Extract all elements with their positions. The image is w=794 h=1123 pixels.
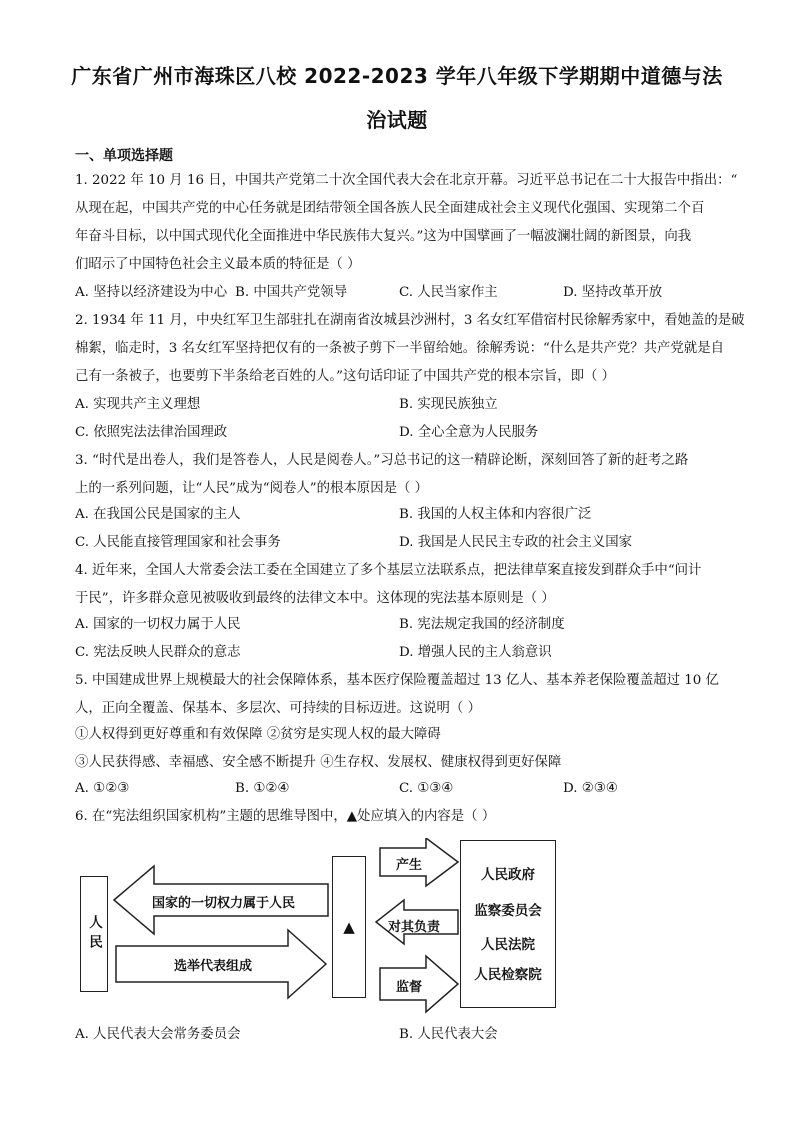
state-organs-box xyxy=(460,840,556,1008)
question-2-line: 2. 1934 年 11 月，中央红军卫生部驻扎在湖南省汝城县沙洲村，3 名女红军借宿村民徐解秀家中，看她盖的是破 xyxy=(75,313,745,328)
q5-option-d[interactable]: D. ②③④ xyxy=(563,781,618,796)
arrow-power-label: 国家的一切权力属于人民 xyxy=(152,896,296,911)
q2-option-a[interactable]: A. 实现共产主义理想 xyxy=(75,397,201,412)
q3-option-c[interactable]: C. 人民能直接管理国家和社会事务 xyxy=(75,535,281,550)
exam-title-line1: 广东省广州市海珠区八校 2022-2023 学年八年级下学期期中道德与法 xyxy=(71,64,723,88)
org-court: 人民法院 xyxy=(481,937,535,953)
question-4-line: 4. 近年来，全国人大常委会法工委在全国建立了多个基层立法联系点，把法律草案直接发到群众手中“问计 xyxy=(75,563,702,578)
q6-option-a[interactable]: A. 人民代表大会常务委员会 xyxy=(75,1027,241,1042)
blank-triangle-marker: ▲ xyxy=(343,918,355,936)
question-6-line: 6. 在“宪法组织国家机构”主题的思维导图中，▲处应填入的内容是（ ） xyxy=(75,809,496,824)
q1-option-c[interactable]: C. 人民当家作主 xyxy=(399,285,498,300)
responsible-label: 对其负责 xyxy=(388,920,441,935)
question-1-line: 1. 2022 年 10 月 16 日，中国共产党第二十次全国代表大会在北京开幕。习近平总书记在二十大报告中指出：“ xyxy=(75,173,738,188)
question-1-line: 从现在起，中国共产党的中心任务就是团结带领全国各族人民全面建成社会主义现代化强国、实现第二个百 xyxy=(75,201,705,216)
q3-option-a[interactable]: A. 在我国公民是国家的主人 xyxy=(75,507,241,522)
question-4-line: 于民”，许多群众意见被吸收到最终的法律文本中。这体现的宪法基本原则是（ ） xyxy=(75,591,555,606)
q2-option-c[interactable]: C. 依照宪法法律治国理政 xyxy=(75,425,228,440)
org-government: 人民政府 xyxy=(481,867,535,883)
q1-option-d[interactable]: D. 坚持改革开放 xyxy=(563,285,663,300)
question-3-line: 上的一系列问题，让“人民”成为“阅卷人”的根本原因是（ ） xyxy=(75,481,429,496)
people-label: 人民 xyxy=(86,914,102,954)
question-1-line: 们昭示了中国特色社会主义最本质的特征是（ ） xyxy=(75,257,361,272)
q6-option-b[interactable]: B. 人民代表大会 xyxy=(399,1027,498,1042)
question-1-line: 年奋斗目标，以中国式现代化全面推进中华民族伟大复兴。”这为中国擘画了一幅波澜壮阔的新图景，向我 xyxy=(75,229,692,244)
q5-option-c[interactable]: C. ①③④ xyxy=(399,781,454,796)
q5-option-b[interactable]: B. ①②④ xyxy=(235,781,290,796)
q4-option-a[interactable]: A. 国家的一切权力属于人民 xyxy=(75,617,241,632)
produce-label: 产生 xyxy=(396,858,423,873)
q2-option-d[interactable]: D. 全心全意为人民服务 xyxy=(399,425,539,440)
q1-option-b[interactable]: B. 中国共产党领导 xyxy=(235,285,348,300)
q3-option-b[interactable]: B. 我国的人权主体和内容很广泛 xyxy=(399,507,592,522)
q4-option-d[interactable]: D. 增强人民的主人翁意识 xyxy=(399,645,552,660)
q2-option-b[interactable]: B. 实现民族独立 xyxy=(399,397,498,412)
q4-option-c[interactable]: C. 宪法反映人民群众的意志 xyxy=(75,645,241,660)
question-5-line: 5. 中国建成世界上规模最大的社会保障体系，基本医疗保险覆盖超过 13 亿人、基本养老保险覆盖超过 10 亿 xyxy=(75,673,719,688)
q4-option-b[interactable]: B. 宪法规定我国的经济制度 xyxy=(399,617,565,632)
question-2-line: 棉絮，临走时，3 名女红军坚持把仅有的一条被子剪下一半留给她。徐解秀说：“什么是共产党？共产党就是自 xyxy=(75,341,724,356)
blank-center-box xyxy=(332,856,366,998)
q1-option-a[interactable]: A. 坚持以经济建设为中心 xyxy=(75,285,228,300)
org-procuratorate: 人民检察院 xyxy=(474,967,542,983)
question-5-line: ③人民获得感、幸福感、安全感不断提升 ④生存权、发展权、健康权得到更好保障 xyxy=(75,755,562,770)
question-5-line: 人，正向全覆盖、保基本、多层次、可持续的目标迈进。这说明（ ） xyxy=(75,701,481,716)
question-2-line: 己有一条被子，也要剪下半条给老百姓的人。”这句话印证了中国共产党的根本宗旨，即（ ） xyxy=(75,369,616,384)
question-3-line: 3. “时代是出卷人，我们是答卷人，人民是阅卷人。”习总书记的这一精辟论断，深刻回答了新的赶考之路 xyxy=(75,453,689,468)
section-heading: 一、单项选择题 xyxy=(75,148,173,164)
q5-option-a[interactable]: A. ①②③ xyxy=(75,781,130,796)
question-5-line: ①人权得到更好尊重和有效保障 ②贫穷是实现人权的最大障碍 xyxy=(75,727,441,742)
exam-title-line2: 治试题 xyxy=(366,108,428,132)
q3-option-d[interactable]: D. 我国是人民民主专政的社会主义国家 xyxy=(399,535,633,550)
arrow-elect-label: 选举代表组成 xyxy=(174,959,253,974)
people-box xyxy=(80,876,108,992)
supervise-label: 监督 xyxy=(396,980,423,995)
org-supervisory-commission: 监察委员会 xyxy=(474,903,542,919)
mind-map-diagram xyxy=(78,838,562,1018)
